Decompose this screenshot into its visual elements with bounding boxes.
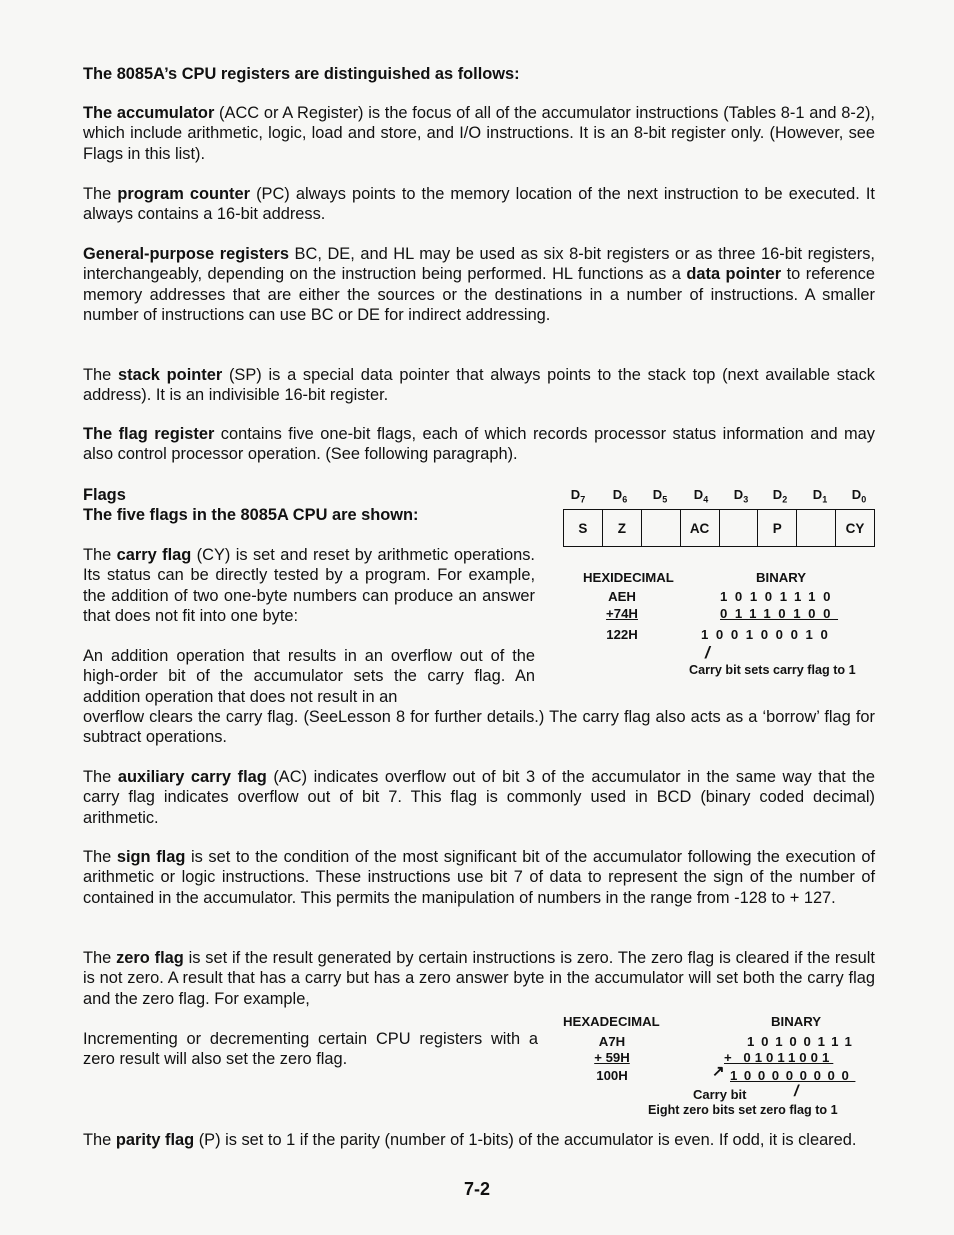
program-counter-paragraph — [83, 184, 875, 225]
bit-letter: D — [851, 487, 862, 502]
bit-sub: 3 — [743, 494, 749, 505]
data-pointer-term: data pointer — [686, 265, 782, 284]
sign-flag-text: is set to the condition of the most significant bit of the accumulator following the execution of arithmetic or logic instructions. These instructions use bit 7 of data to represent the sign of the number of contained in the accumulator. This permits the manipulation of numbers in the range from -128 to + 127. — [83, 848, 875, 907]
zero-flag-pre: The — [83, 949, 117, 967]
example1-bin-a: 10101110 — [720, 589, 839, 604]
general-purpose-text-2: to reference memory addresses that are either the sources or the destinations in a number of instructions. A smaller number of instructions can use BC or DE for indirect addressing. — [83, 265, 875, 324]
aux-carry-paragraph — [83, 767, 875, 828]
zero-flag-paragraph-2: Incrementing or decrementing certain CPU registers with a zero result will also set the zero flag. — [83, 1030, 538, 1069]
example2-hex-header: HEXADECIMAL — [563, 1014, 660, 1029]
zero-flag-term: zero flag — [116, 949, 184, 967]
aux-carry-text: (AC) indicates overflow out of bit 3 of the accumulator in the same way that the carry flag indicates overflow out of bit 7. This flag is commonly used in BCD (binary coded decimal) arithmetic. — [83, 768, 875, 827]
bit-letter: D — [570, 487, 581, 502]
example2-hex-sum: 100H — [596, 1068, 628, 1083]
section-heading: The 8085A’s CPU registers are distinguished as follows: — [83, 65, 520, 83]
flags-subtitle: The five flags in the 8085A CPU are shown: — [83, 506, 419, 524]
flag-register-text: contains five one-bit flags, each of which records processor status information and may also control processor operation. (See following paragraph). — [83, 425, 875, 464]
flag-cell-z: Z — [603, 510, 642, 546]
zero-flag-text-1: is set if the result generated by certain instructions is zero. The zero flag is cleared if the result is not zero. A result that has a carry but has a zero answer byte in the accumulator will set both the carry flag and the zero flag. For example, — [83, 949, 875, 1008]
flag-cell-empty — [797, 510, 836, 546]
flag-register-paragraph — [83, 424, 875, 465]
bit-letter: D — [693, 487, 704, 502]
example2-carry-arrow: ↗ — [712, 1063, 725, 1080]
bit-label-d0 — [847, 487, 871, 505]
carry-flag-paragraph — [83, 545, 535, 626]
program-counter-term: program counter — [117, 185, 250, 203]
zero-flag-paragraph — [83, 948, 875, 1009]
carry-flag-paragraph-3: overflow clears the carry flag. (SeeLesson 8 for further details.) The carry flag also acts as a ‘borrow’ flag for subtract operations. — [83, 708, 875, 747]
example1-bin-b: 01110100 — [720, 606, 839, 621]
bit-sub: 0 — [861, 494, 867, 505]
example2-hex-b: + 59H — [594, 1050, 630, 1065]
flags-title: Flags — [83, 486, 126, 504]
flag-register-term: The flag register — [83, 425, 215, 443]
flag-cell-ac: AC — [681, 510, 720, 546]
flag-cell-p: P — [758, 510, 797, 546]
carry-flag-term: carry flag — [116, 546, 192, 564]
example1-hex-a: AEH — [608, 589, 636, 604]
bit-label-d1 — [808, 487, 832, 505]
aux-carry-pre: The — [83, 768, 118, 786]
bit-letter: D — [612, 487, 623, 502]
bit-label-d6 — [608, 487, 632, 505]
bit-label-d4 — [689, 487, 713, 505]
flag-cell-empty — [720, 510, 759, 546]
general-purpose-term: General-purpose registers — [83, 245, 289, 263]
aux-carry-term: auxiliary carry flag — [117, 768, 267, 786]
example1-arrow: / — [705, 643, 710, 662]
bit-labels — [568, 487, 878, 505]
stack-pointer-term: stack pointer — [118, 366, 223, 384]
bit-letter: D — [772, 487, 783, 502]
carry-flag-paragraph-2: An addition operation that results in an overflow out of the high-order bit of the accumulator sets the carry flag. An addition operation that does not result in an — [83, 647, 535, 706]
program-counter-text: (PC) always points to the memory location of the next instruction to be executed. It always contains a 16-bit address. — [83, 185, 875, 224]
accumulator-paragraph — [83, 103, 875, 164]
carry-flag-text-1: (CY) is set and reset by arithmetic operations. Its status can be directly tested by a program. For example, the addition of two one-byte numbers can produce an answer that does not fit into one byte: — [83, 546, 535, 625]
sign-flag-paragraph — [83, 847, 875, 908]
bit-letter: D — [733, 487, 744, 502]
parity-flag-term: parity flag — [115, 1131, 195, 1149]
bit-sub: 6 — [622, 494, 628, 505]
sign-flag-term: sign flag — [116, 848, 186, 866]
example1-hex-header: HEXIDECIMAL — [583, 570, 674, 585]
bit-label-d2 — [768, 487, 792, 505]
program-counter-pre: The — [83, 185, 118, 203]
example1-bin-header: BINARY — [756, 570, 807, 585]
example2-note: Eight zero bits set zero flag to 1 — [648, 1103, 838, 1117]
example1-hex-b: +74H — [606, 606, 638, 621]
bit-sub: 4 — [703, 494, 709, 505]
accumulator-term: The accumulator — [83, 104, 215, 122]
example1-bin-sum: 100100010 — [701, 627, 836, 642]
example2-bin-a: 10100111 — [747, 1034, 859, 1049]
example2-bin-b: + 01011001 — [724, 1050, 834, 1065]
example2-hex-a: A7H — [598, 1034, 626, 1049]
stack-pointer-text: (SP) is a special data pointer that always points to the stack top (next available stack address). It is an indivisible 16-bit register. — [83, 366, 875, 405]
example1-note: Carry bit sets carry flag to 1 — [689, 663, 856, 677]
parity-flag-pre: The — [83, 1131, 116, 1149]
bit-label-d7 — [566, 487, 590, 505]
stack-pointer-paragraph — [83, 365, 875, 406]
bit-letter: D — [812, 487, 823, 502]
page-number: 7-2 — [463, 1179, 490, 1199]
example2-arrow: / — [794, 1083, 799, 1100]
example2-carry-label: Carry bit — [693, 1087, 747, 1102]
parity-flag-paragraph — [83, 1130, 875, 1150]
bit-label-d3 — [729, 487, 753, 505]
bit-label-d5 — [648, 487, 672, 505]
flag-cell-cy: CY — [845, 520, 865, 536]
example2-bin-sum: 100000000 — [730, 1068, 856, 1083]
carry-flag-pre: The — [83, 546, 117, 564]
bit-sub: 1 — [822, 494, 828, 505]
flag-register-diagram — [563, 509, 875, 547]
parity-flag-text: (P) is set to 1 if the parity (number of 1-bits) of the accumulator is even. If odd, it is cleared. — [194, 1131, 857, 1149]
general-purpose-paragraph — [83, 244, 875, 325]
bit-sub: 2 — [782, 494, 788, 505]
flag-cell-s: S — [564, 510, 603, 546]
accumulator-text: (ACC or A Register) is the focus of all of the accumulator instructions (Tables 8-1 and 8-2), which include arithmetic, logic, load and store, and I/O instructions. It is an 8-bit register only. (However, see Flags in this list). — [83, 104, 875, 163]
sign-flag-pre: The — [83, 848, 117, 866]
example1-hex-sum: 122H — [606, 627, 638, 642]
bit-letter: D — [652, 487, 663, 502]
general-purpose-text-1: BC, DE, and HL may be used as six 8-bit registers or as three 16-bit registers, interchangeably, depending on the instruction being performed. HL functions as a — [83, 245, 875, 284]
flag-cell-empty — [642, 510, 681, 546]
example2-bin-header: BINARY — [771, 1014, 822, 1029]
stack-pointer-pre: The — [83, 366, 118, 384]
bit-sub: 5 — [662, 494, 668, 505]
bit-sub: 7 — [580, 494, 586, 505]
